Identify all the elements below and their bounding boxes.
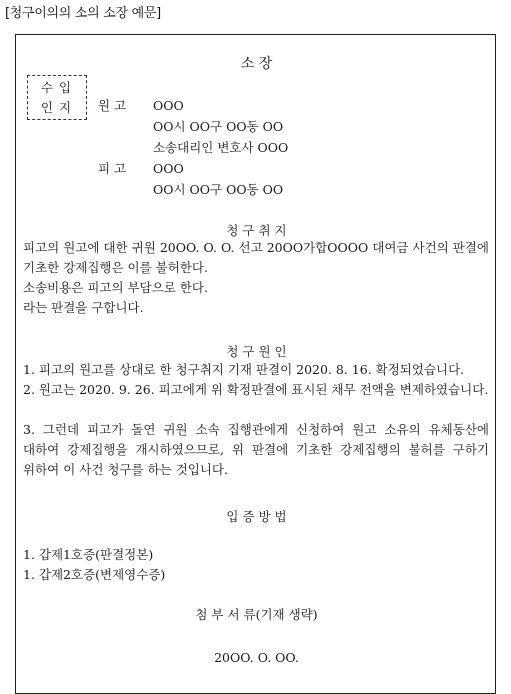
claim-cause-item: 2. 원고는 2020. 9. 26. 피고에게 위 확정판결에 표시된 채무 전액을 변제하였습니다. bbox=[23, 382, 489, 397]
plaintiff-agent: 소송대리인 변호사 OOO bbox=[153, 140, 289, 155]
stamp-label-line1: 수입 bbox=[40, 80, 78, 95]
plaintiff-name: OOO bbox=[153, 98, 184, 113]
claim-cause-heading: 청 구 원 인 bbox=[226, 344, 287, 359]
defendant-label: 피 고 bbox=[98, 161, 127, 176]
revenue-stamp-box bbox=[27, 75, 87, 120]
claim-cause-item: 1. 피고의 원고를 상대로 한 청구취지 기재 판결이 2020. 8. 16. 확정되었습니다. bbox=[23, 362, 465, 377]
attachments-heading: 첨 부 서 류(기재 생략) bbox=[195, 607, 318, 622]
document-title: 소 장 bbox=[240, 56, 273, 72]
claim-cause-item: 3. 그런데 피고가 돌연 귀원 소속 집행관에게 신청하여 원고 소유의 유체동산에 대하여 강제집행을 개시하였으므로, 위 판결에 기초한 강제집행의 불허를 구하기 위하여 이 사건 청구를 하는 것입니다. bbox=[23, 422, 489, 477]
defendant-address: OO시 OO구 OO동 OO bbox=[153, 182, 284, 197]
claim-purpose-line: 라는 판결을 구합니다. bbox=[23, 300, 144, 315]
plaintiff-address: OO시 OO구 OO동 OO bbox=[153, 119, 284, 134]
claim-purpose-line: 소송비용은 피고의 부담으로 한다. bbox=[23, 280, 208, 295]
filing-date: 20OO. O. OO. bbox=[214, 650, 299, 665]
claim-purpose-heading: 청 구 취 지 bbox=[226, 223, 287, 238]
document-caption: [청구이의의 소의 소장 예문] bbox=[5, 6, 161, 21]
evidence-heading: 입 증 방 법 bbox=[226, 509, 287, 524]
evidence-item: 1. 갑제2호증(변제영수증) bbox=[23, 567, 166, 582]
plaintiff-label: 원 고 bbox=[98, 98, 127, 113]
defendant-name: OOO bbox=[153, 161, 184, 176]
complaint-form bbox=[15, 34, 496, 694]
evidence-item: 1. 갑제1호증(판결정본) bbox=[23, 547, 154, 562]
claim-purpose-line: 피고의 원고에 대한 귀원 20OO. O. O. 선고 20OO가합OOOO 대여금 사건의 판결에 기초한 강제집행은 이를 불허한다. bbox=[23, 240, 489, 275]
stamp-label-line2: 인지 bbox=[40, 100, 78, 115]
